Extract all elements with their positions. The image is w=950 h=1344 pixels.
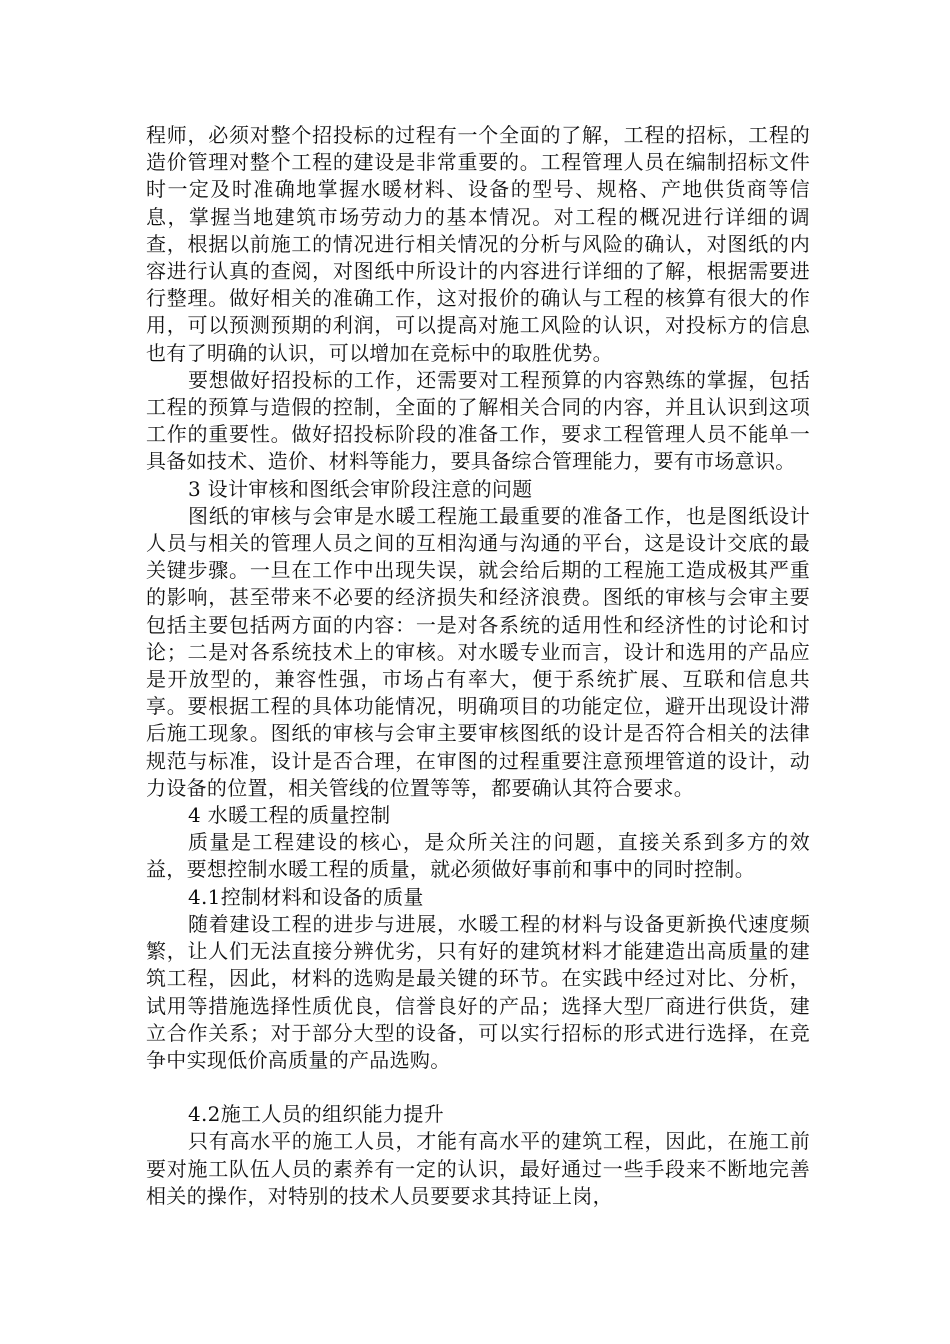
section-heading-3: 3 设计审核和图纸会审阶段注意的问题: [188, 476, 533, 501]
paragraph-bidding-process: 程师，必须对整个招投标的过程有一个全面的了解，工程的招标，工程的造价管理对整个工程的建设是非常重要的。工程管理人员在编制招标文件时一定及时准确地掌握水暖材料、设备的型号、规格、产地供货商等信息，掌握当地建筑市场劳动力的基本情况。对工程的概况进行详细的调查，根据以前施工的情况进行相关情况的分析与风险的确认，对图纸的内容进行认真的查阅，对图纸中所设计的内容进行详细的了解，根据需要进行整理。做好相关的准确工作，这对报价的确认与工程的核算有很大的作用，可以预测预期的利润，可以提高对施工风险的认识，对投标方的信息也有了明确的认识，可以增加在竞标中的取胜优势。: [146, 123, 810, 365]
section-heading-4-2: 4.2施工人员的组织能力提升: [188, 1102, 445, 1127]
paragraph-staff-capability: 只有高水平的施工人员，才能有高水平的建筑工程，因此，在施工前要对施工队伍人员的素养有一定的认识，最好通过一些手段来不断地完善相关的操作，对特别的技术人员要要求其持证上岗，: [146, 1129, 810, 1208]
section-heading-4: 4 水暖工程的质量控制: [188, 803, 391, 828]
section-heading-4-1: 4.1控制材料和设备的质量: [188, 884, 424, 909]
document-page: [146, 122, 810, 1210]
paragraph-quality-control: 质量是工程建设的核心，是众所关注的问题，直接关系到多方的效益，要想控制水暖工程的质量，就必须做好事前和事中的同时控制。: [146, 830, 810, 882]
paragraph-bidding-preparation: 要想做好招投标的工作，还需要对工程预算的内容熟练的掌握，包括工程的预算与造假的控制，全面的了解相关合同的内容，并且认识到这项工作的重要性。做好招投标阶段的准备工作，要求工程管理人员不能单一具备如技术、造价、材料等能力，要具备综合管理能力，要有市场意识。: [146, 367, 810, 474]
paragraph-material-quality: 随着建设工程的进步与进展，水暖工程的材料与设备更新换代速度频繁，让人们无法直接分辨优劣，只有好的建筑材料才能建造出高质量的建筑工程，因此，材料的选购是最关键的环节。在实践中经过对比、分析，试用等措施选择性质优良，信誉良好的产品；选择大型厂商进行供货，建立合作关系；对于部分大型的设备，可以实行招标的形式进行选择，在竞争中实现低价高质量的产品选购。: [146, 911, 810, 1072]
paragraph-drawing-review: 图纸的审核与会审是水暖工程施工最重要的准备工作，也是图纸设计人员与相关的管理人员之间的互相沟通与沟通的平台，这是设计交底的最关键步骤。一旦在工作中出现失误，就会给后期的工程施工造成极其严重的影响，甚至带来不必要的经济损失和经济浪费。图纸的审核与会审主要包括主要包括两方面的内容：一是对各系统的适用性和经济性的讨论和讨论；二是对各系统技术上的审核。对水暖专业而言，设计和选用的产品应是开放型的，兼容性强，市场占有率大，便于系统扩展、互联和信息共享。要根据工程的具体功能情况，明确项目的功能定位，避开出现设计滞后施工现象。图纸的审核与会审主要审核图纸的设计是否符合相关的法律规范与标准，设计是否合理，在审图的过程重要注意预埋管道的设计，动力设备的位置，相关管线的位置等等，都要确认其符合要求。: [146, 503, 810, 800]
